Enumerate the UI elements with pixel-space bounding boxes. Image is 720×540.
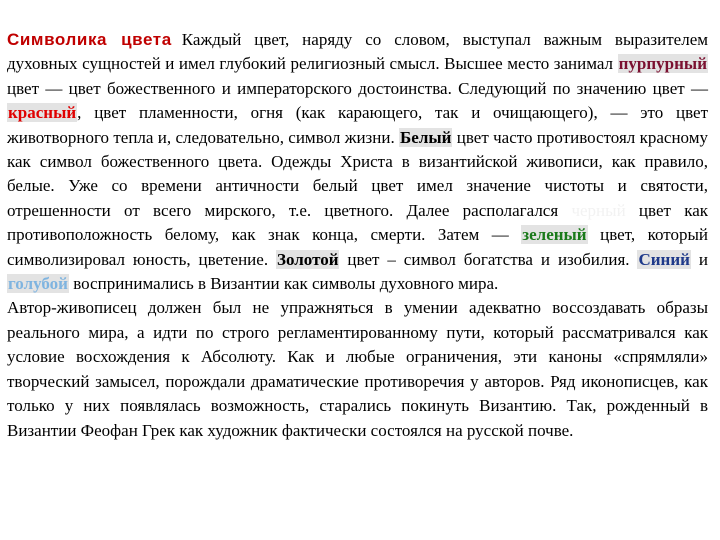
text-run: цвет – символ богатства и изобилия. — [339, 249, 638, 269]
text-run: , цвет пламенности, огня (как карающего, так и очищающего), — это цвет животворного тепла и, следовательно, символ жизни. — [7, 103, 708, 147]
color-word-gold: Золотой — [277, 249, 339, 269]
color-word-white: Белый — [400, 127, 452, 147]
paragraph-author-painter: Автор-живописец должен был не упражняться в умении адекватно воссоздавать образы реального мира, а идти по строго регламентированному пути, который рассматривался как условие восхождения к Абсолюту. Как и любые ограничения, эти каноны «спрямляли» творческий замысел, порождали драматические противоречия у авторов. Ряд иконописцев, как только у них появлялась возможность, старались покинуть Византию. Так, рожденный в Византии Феофан Грек как художник фактически состоялся на русской почве. — [7, 298, 708, 440]
text-run: и — [690, 249, 708, 269]
color-word-green: зеленый — [522, 225, 587, 245]
text-run: цвет часто противостоял красному как символ божественного цвета. Одежды Христа в византийской живописи, как правило, белые. Уже со времени античности белый цвет имел значение чистоты и святости, отрешенности от всего мирского, т.е. цветного. Далее располагался — [7, 127, 708, 220]
color-word-red: красный — [8, 103, 77, 123]
color-word-black: черный — [571, 200, 626, 220]
paragraph-color-symbolism — [7, 28, 708, 296]
text-run: цвет, который символизировал юность, цветение. — [7, 225, 708, 269]
text-run: цвет — цвет божественного и императорского достоинства. Следующий по значению цвет — — [7, 78, 708, 98]
color-word-purple: пурпурный — [618, 54, 707, 74]
text-run: цвет как противоположность белому, как знак конца, смерти. Затем — — [7, 200, 709, 245]
color-word-lightblue: голубой — [8, 274, 68, 294]
text-run: Каждый цвет, наряду со словом, выступал важным выразителем духовных сущностей и имел глубокий религиозный смысл. Высшее место занимал — [7, 30, 708, 74]
text-run: воспринимались в Византии как символы духовного мира. — [68, 274, 499, 294]
document-body — [7, 28, 708, 443]
color-word-blue: Синий — [638, 249, 690, 269]
section-heading: Символика цвета — [7, 30, 172, 49]
